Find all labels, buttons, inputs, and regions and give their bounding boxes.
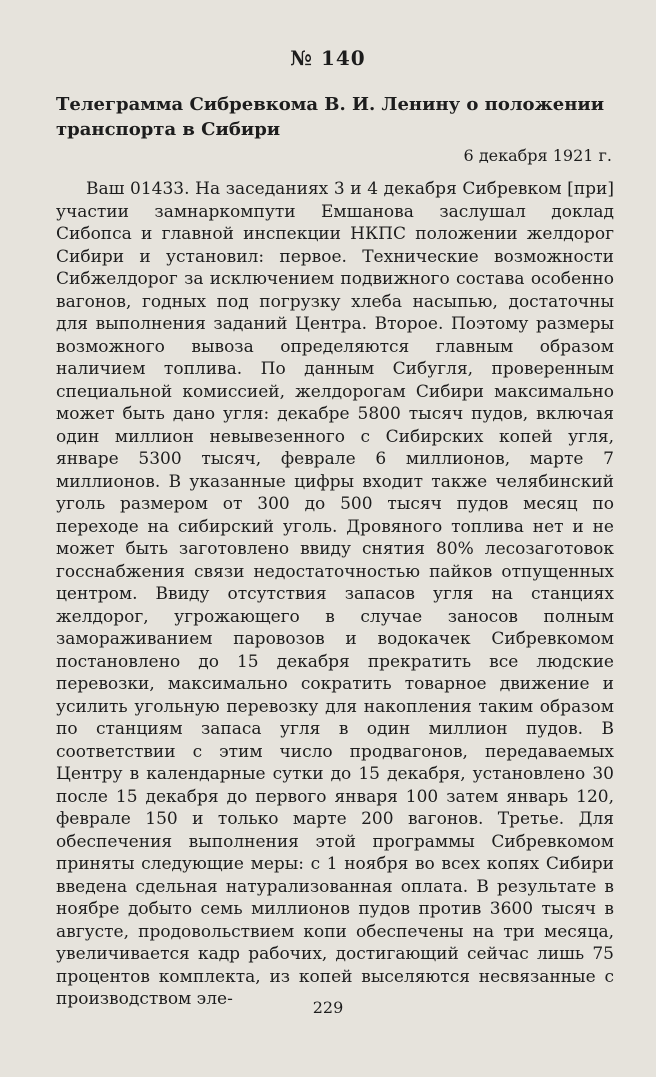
page-number: 229 xyxy=(312,998,344,1017)
document-body: Ваш 01433. На заседаниях 3 и 4 декабря Сибревком [при] участии замнаркомпути Емшанова заслушал доклад Сибопса и главной инспекции НКПС положении желдорог Сибири и установил: первое. Технические возможности Сибжелдорог за исключением подвижного состава особенно вагонов, годных под погрузку хлеба насыпью, достаточны для выполнения заданий Центра. Второе. Поэтому размеры возможного вывоза определяются главным образом наличием топлива. По данным Сибугля, проверенным специальной комиссией, желдорогам Сибири максимально может быть дано угля: декабре 5800 тысяч пудов, включая один миллион невывезенного с Сибирских копей угля, январе 5300 тысяч, феврале 6 миллионов, марте 7 миллионов. В указанные цифры входит также челябинский уголь размером от 300 до 500 тысяч пудов месяц по переходе на сибирский уголь. Дровяного топлива нет и не может быть заготовлено ввиду снятия 80% лесозаготовок госснабжения связи недостаточностью пайков отпущенных центром. Ввиду отсутствия запасов угля на станциях желдорог, угрожающего в случае заносов полным замораживанием паровозов и водокачек Сибревкомом постановлено до 15 декабря прекратить все людские перевозки, максимально сократить товарное движение и усилить угольную перевозку для накопления таким образом по станциям запаса угля в один миллион пудов. В соответствии с этим число продвагонов, передаваемых Центру в календарные сутки до 15 декабря, установлено 30 после 15 декабря до первого января 100 затем январь 120, феврале 150 и только марте 200 вагонов. Третье. Для обеспечения выполнения этой программы Сибревкомом приняты следующие меры: с 1 ноября во всех копях Сибири введена сдельная натурализованная оплата. В результате в ноябре добыто семь миллионов пудов против 3600 тысяч в августе, продовольствием копи обеспечены на три месяца, увеличивается кадр рабочих, достигающий сейчас лишь 75 процентов комплекта, из копей выселяются несвязанные с производством эле- xyxy=(56,179,614,1009)
document-title: Телеграмма Сибревкома В. И. Ленину о положении транспорта в Сибири xyxy=(56,94,605,140)
document-date: 6 декабря 1921 г. xyxy=(463,146,612,165)
document-number: № 140 xyxy=(290,46,366,70)
